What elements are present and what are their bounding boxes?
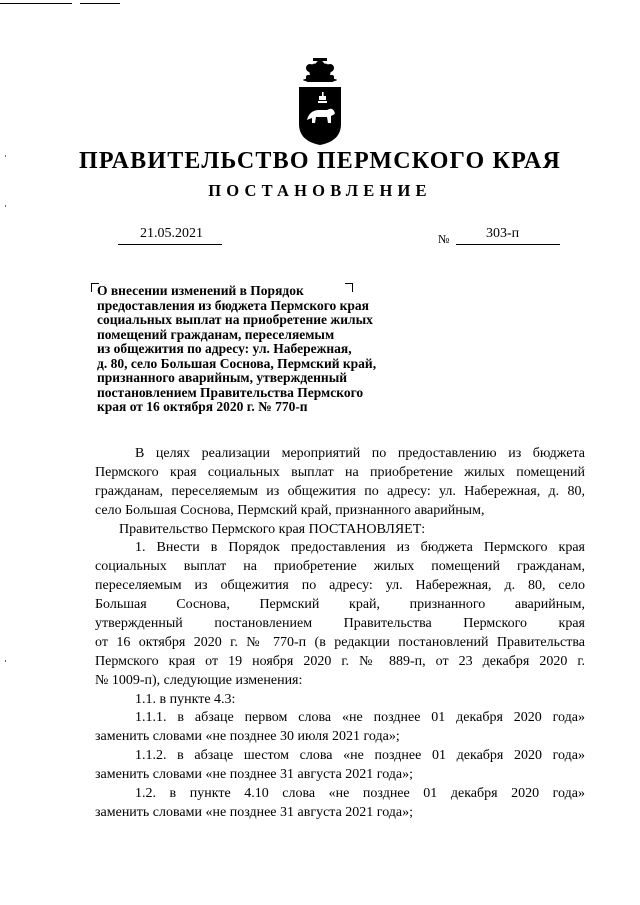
body-line: социальных выплат на приобретение жилых помещений гражданам, bbox=[95, 559, 585, 575]
body-line: заменить словами «не позднее 31 августа 2021 года»; bbox=[95, 767, 414, 783]
body-line: № 1009-п), следующие изменения: bbox=[95, 672, 303, 688]
date-underline bbox=[118, 244, 222, 245]
document-subject-title bbox=[97, 284, 427, 415]
number-sign: № bbox=[438, 232, 450, 246]
body-line: 1.1. в пункте 4.3: bbox=[135, 691, 236, 707]
title-line: помещений гражданам, переселяемым bbox=[97, 326, 335, 342]
title-line: из общежития по адресу: ул. Набережная, bbox=[97, 341, 352, 356]
body-line: утвержденный постановлением Правительства Пермского края bbox=[95, 616, 585, 632]
body-line: Пермского края социальных выплат на приобретение жилых помещений bbox=[95, 464, 585, 480]
body-line: 1.1.1. в абзаце первом слова «не позднее 01 декабря 2020 года» bbox=[135, 710, 585, 726]
perm-krai-coat-of-arms-icon bbox=[294, 58, 346, 146]
scan-top-rule bbox=[0, 3, 72, 4]
body-line: от 16 октября 2020 г. № 770-п (в редакции постановлений Правительства bbox=[95, 634, 585, 650]
document-date: 21.05.2021 bbox=[140, 226, 203, 241]
body-line: заменить словами «не позднее 30 июля 2021 года»; bbox=[95, 729, 400, 745]
scan-top-rule bbox=[80, 3, 120, 4]
body-line: село Большая Соснова, Пермский край, признанного аварийным, bbox=[95, 502, 485, 518]
document-type: ПОСТАНОВЛЕНИЕ bbox=[208, 181, 432, 200]
document-body bbox=[95, 445, 585, 823]
body-line: 1.1.2. в абзаце шестом слова «не позднее 01 декабря 2020 года» bbox=[135, 748, 585, 764]
title-line: социальных выплат на приобретение жилых bbox=[97, 312, 373, 327]
title-line: постановлением Правительства Пермского bbox=[97, 384, 364, 400]
body-line: Пермского края от 19 ноября 2020 г. № 889-п, от 23 декабря 2020 г. bbox=[95, 653, 585, 669]
scan-margin-mark bbox=[5, 205, 6, 207]
body-line: Большая Соснова, Пермский край, признанного аварийным, bbox=[95, 597, 585, 613]
body-line: 1. Внести в Порядок предоставления из бюджета Пермского края bbox=[135, 540, 585, 556]
number-underline bbox=[456, 244, 560, 245]
body-line: заменить словами «не позднее 31 августа 2021 года»; bbox=[95, 804, 414, 820]
title-line: края от 16 октября 2020 г. № 770-п bbox=[97, 399, 308, 414]
title-line: О внесении изменений в Порядок bbox=[97, 283, 304, 298]
title-line: предоставления из бюджета Пермского края bbox=[97, 297, 369, 313]
government-title: ПРАВИТЕЛЬСТВО ПЕРМСКОГО КРАЯ bbox=[78, 148, 562, 174]
title-line: признанного аварийным, утвержденный bbox=[97, 370, 348, 385]
body-line: гражданам, переселяемым из общежития по адресу: ул. Набережная, д. 80, bbox=[95, 483, 585, 499]
title-line: д. 80, село Большая Соснова, Пермский край, bbox=[97, 355, 377, 371]
body-line: 1.2. в пункте 4.10 слова «не позднее 01 декабря 2020 года» bbox=[135, 786, 585, 802]
body-line: Правительство Пермского края ПОСТАНОВЛЯЕТ: bbox=[119, 521, 426, 537]
body-line: В целях реализации мероприятий по предоставлению из бюджета bbox=[135, 446, 585, 461]
document-number: 303-п bbox=[486, 226, 520, 241]
scan-margin-mark bbox=[5, 660, 6, 662]
body-line: переселяемым из общежития по адресу: ул. Набережная, д. 80, село bbox=[95, 578, 585, 594]
